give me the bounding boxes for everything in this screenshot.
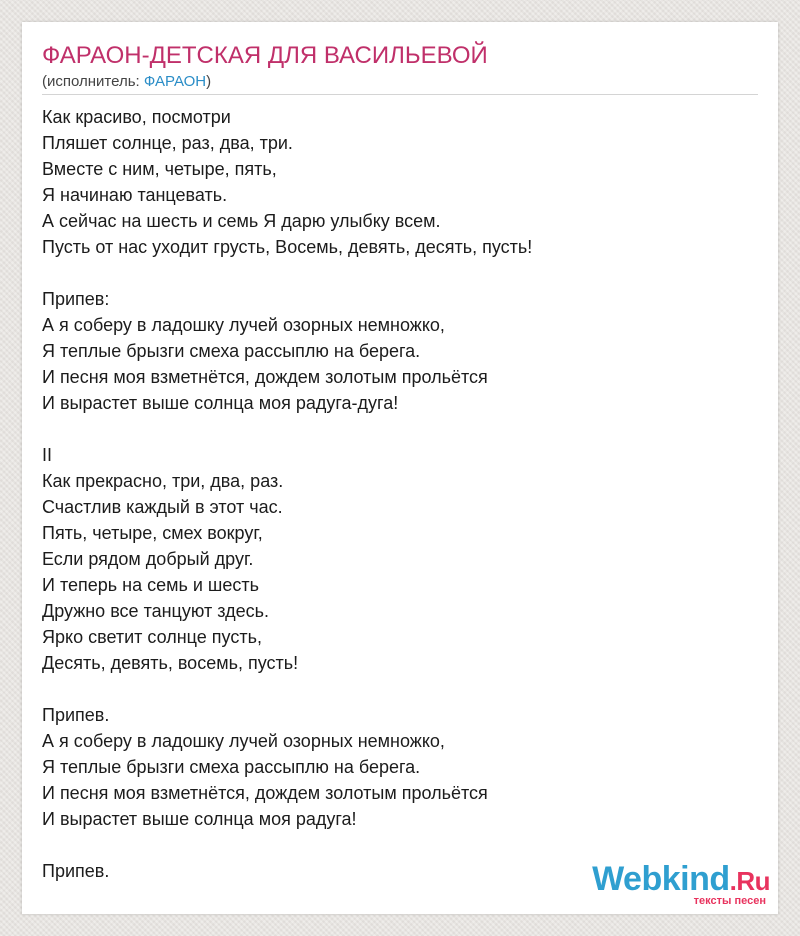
verse-number: II (42, 445, 53, 465)
artist-link[interactable]: ФАРАОН (143, 73, 207, 90)
lyrics-card (22, 22, 778, 914)
lyric-line: Дружно все танцуют здесь. (42, 601, 269, 621)
lyric-line: Как прекрасно, три, два, раз. (42, 471, 284, 491)
lyric-line: А сейчас на шесть и семь Я дарю улыбку всем. (42, 211, 441, 231)
lyric-line: Десять, девять, восемь, пусть! (42, 653, 299, 673)
lyric-line: Ярко светит солнце пусть, (42, 627, 262, 647)
lyric-line: Как красиво, посмотри (42, 107, 231, 127)
song-title: ФАРАОН-ДЕТСКАЯ ДЛЯ ВАСИЛЬЕВОЙ (42, 42, 488, 69)
stanza-break (42, 832, 532, 858)
chorus-label: Припев. (42, 705, 110, 725)
lyric-line: Если рядом добрый друг. (42, 549, 254, 569)
lyric-line: Пляшет солнце, раз, два, три. (42, 133, 293, 153)
lyric-line: И песня моя взметнётся, дождем золотым прольётся (42, 783, 488, 803)
watermark-tagline: тексты песен (693, 895, 766, 907)
lyric-line: Я теплые брызги смеха рассыплю на берега. (42, 341, 421, 361)
watermark-logo (592, 860, 770, 900)
lyric-line: Пусть от нас уходит грусть, Восемь, девять, десять, пусть! (42, 237, 533, 257)
artist-line (42, 72, 211, 92)
chorus-label: Припев. (42, 861, 110, 881)
lyrics-text (42, 104, 532, 884)
lyric-line: А я соберу в ладошку лучей озорных немножко, (42, 315, 445, 335)
lyric-line: А я соберу в ладошку лучей озорных немножко, (42, 731, 445, 751)
lyric-line: И песня моя взметнётся, дождем золотым прольётся (42, 367, 488, 387)
lyric-line: Вместе с ним, четыре, пять, (42, 159, 277, 179)
divider (42, 94, 758, 95)
artist-suffix: ) (206, 73, 212, 90)
watermark-tld: .Ru (729, 866, 770, 896)
lyric-line: И теперь на семь и шесть (42, 575, 259, 595)
stanza-break (42, 416, 532, 442)
stanza-break (42, 676, 532, 702)
lyric-line: И вырастет выше солнца моя радуга-дуга! (42, 393, 399, 413)
lyric-line: Я теплые брызги смеха рассыплю на берега. (42, 757, 421, 777)
artist-prefix: (исполнитель: (42, 73, 144, 90)
chorus-label: Припев: (42, 289, 110, 309)
webkind-watermark (570, 860, 770, 908)
lyric-line: Я начинаю танцевать. (42, 185, 228, 205)
lyric-line: Пять, четыре, смех вокруг, (42, 523, 263, 543)
lyric-line: Счастлив каждый в этот час. (42, 497, 283, 517)
lyric-line: И вырастет выше солнца моя радуга! (42, 809, 357, 829)
stanza-break (42, 260, 532, 286)
watermark-name: Webkind (592, 860, 730, 898)
